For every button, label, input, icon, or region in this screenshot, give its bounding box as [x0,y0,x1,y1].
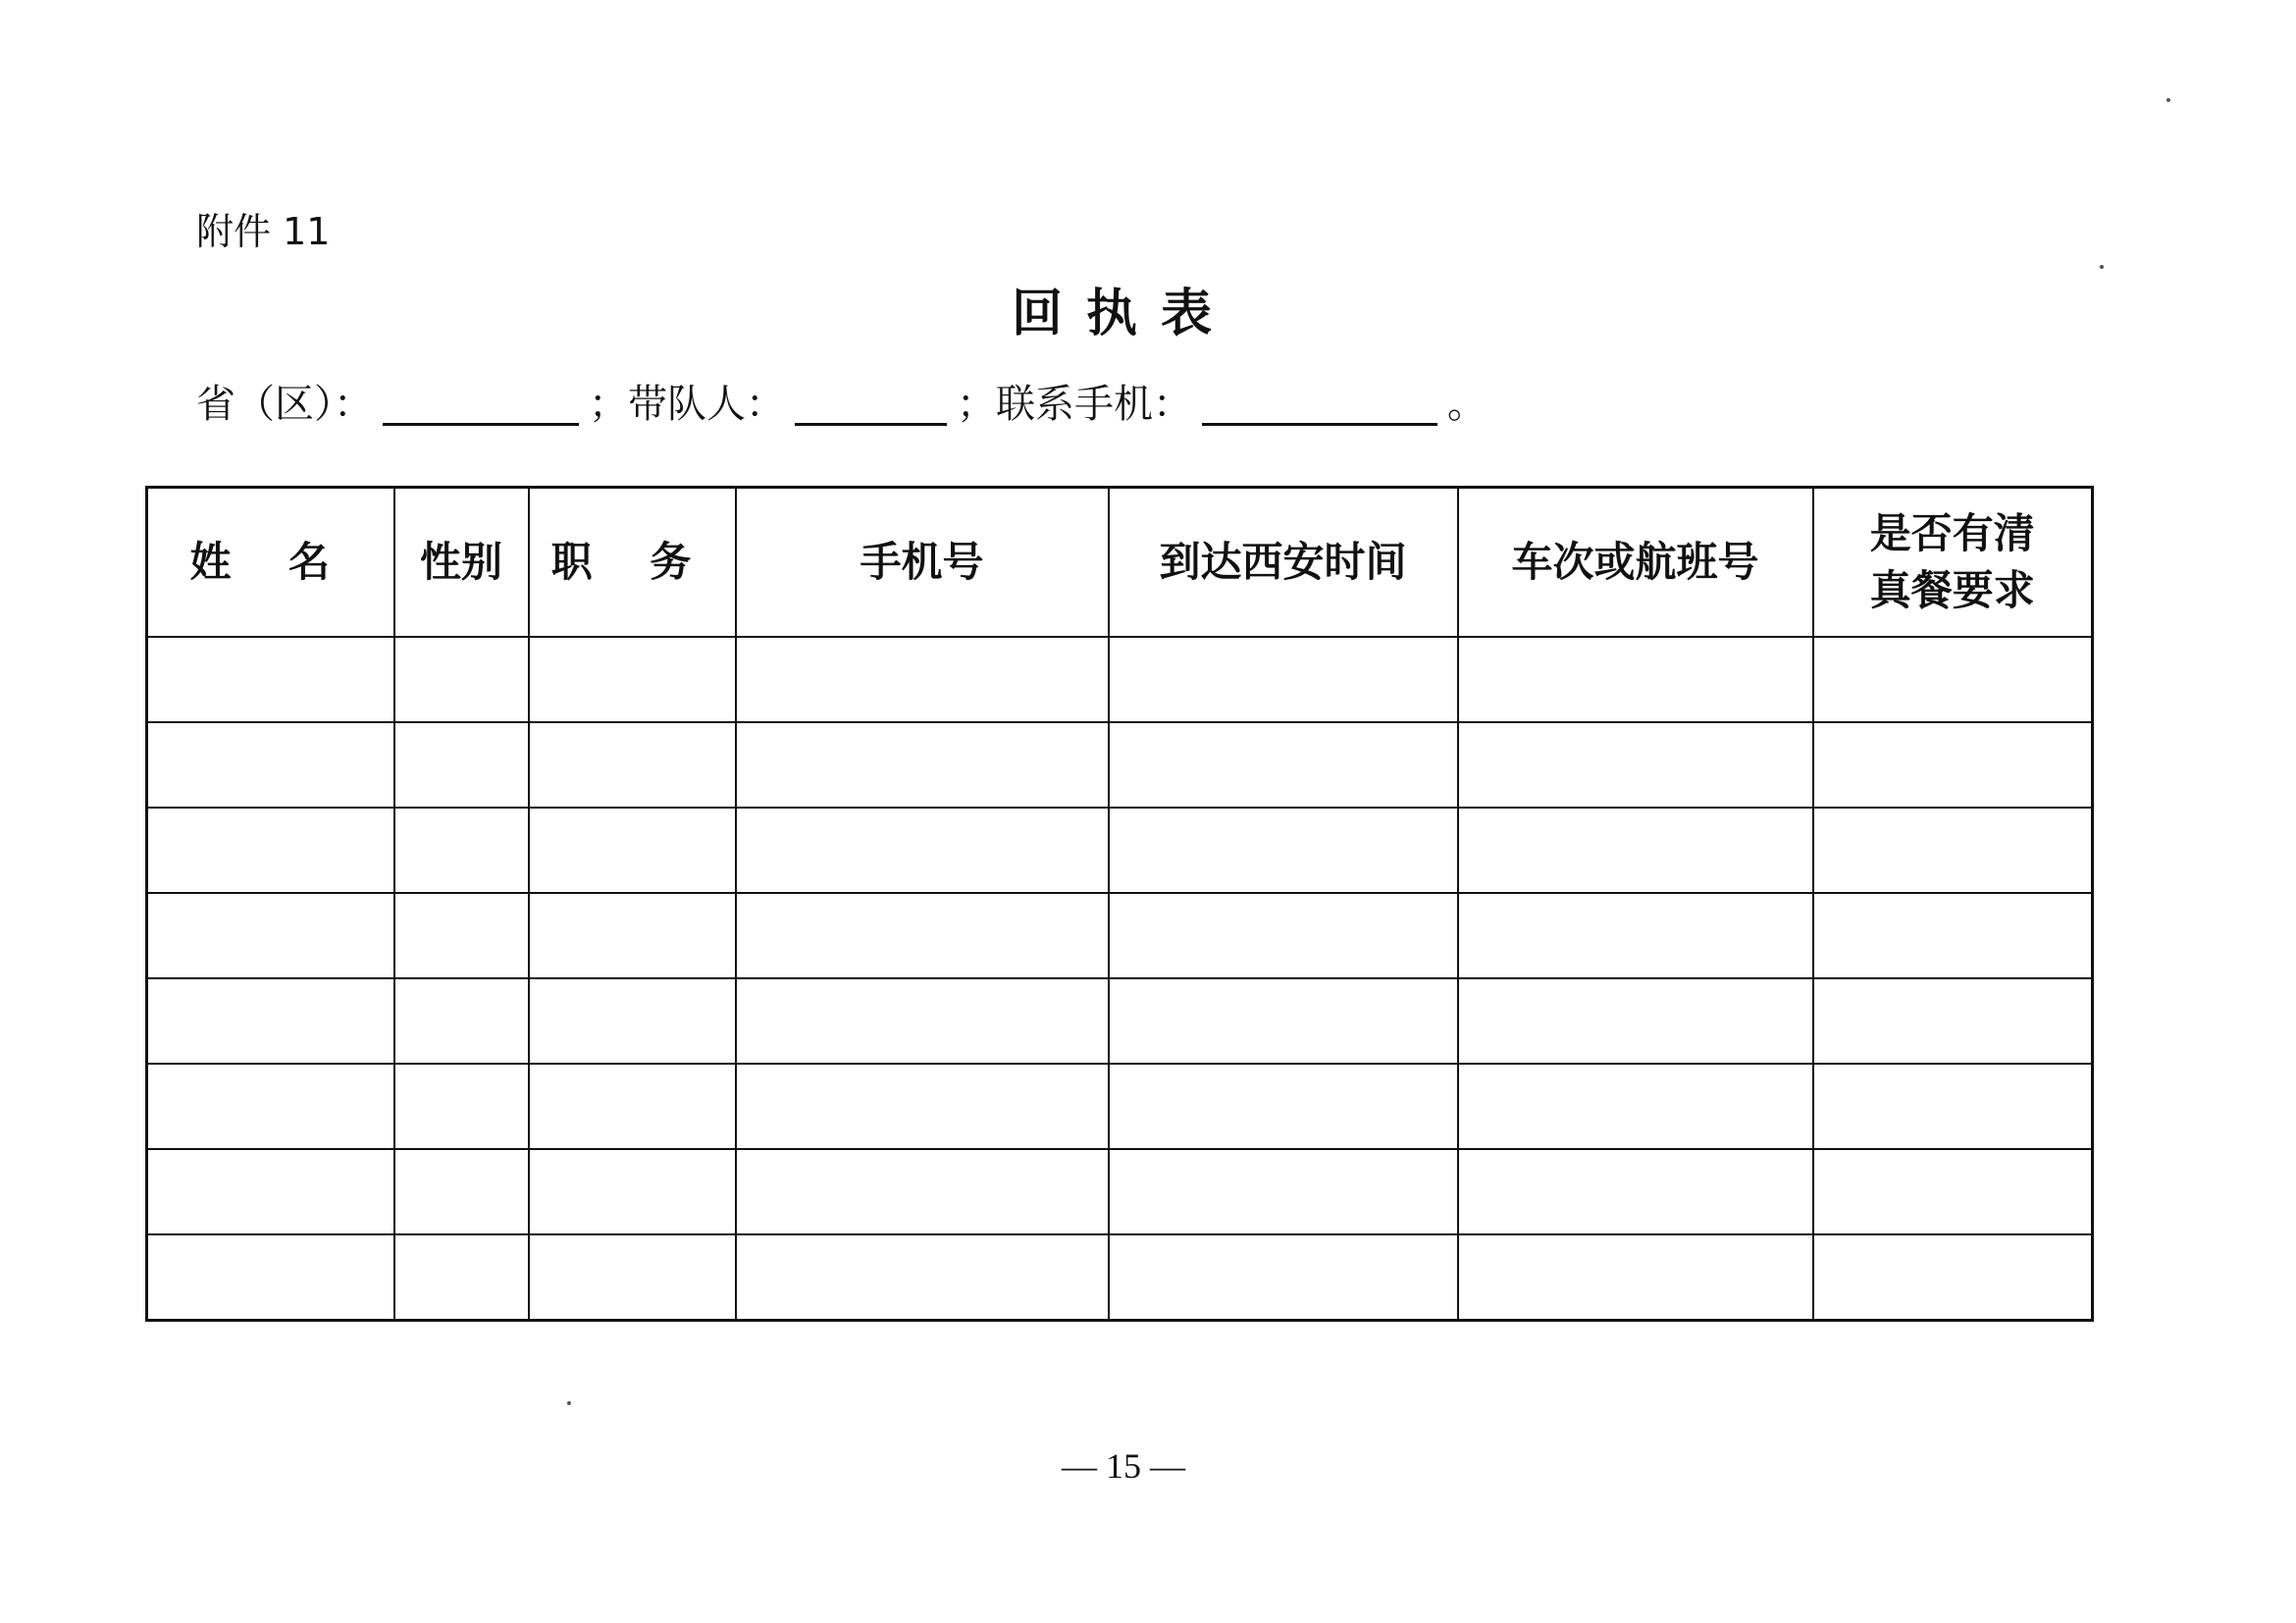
table-cell[interactable] [1813,1064,2093,1149]
page-title: 回执表 [1011,285,1235,343]
table-cell[interactable] [1109,637,1458,722]
table-cell[interactable] [1109,978,1458,1064]
table-cell[interactable] [1813,1149,2093,1234]
table-cell[interactable] [1458,893,1813,978]
table-cell[interactable] [529,637,736,722]
table-cell[interactable] [1109,1064,1458,1149]
table-cell[interactable] [1109,1149,1458,1234]
table-cell[interactable] [1813,978,2093,1064]
table-cell[interactable] [736,978,1109,1064]
table-cell[interactable] [147,808,394,893]
table-row [147,1234,2093,1321]
table-cell[interactable] [394,1064,529,1149]
table-cell[interactable] [529,722,736,808]
table-cell[interactable] [394,1234,529,1321]
table-cell[interactable] [394,637,529,722]
table-cell[interactable] [394,1149,529,1234]
table-cell[interactable] [1813,637,2093,722]
table-row [147,978,2093,1064]
table-cell[interactable] [1109,722,1458,808]
page-number: — 15 — [1062,1446,1185,1486]
header-name: 姓 名 [147,488,394,638]
attachment-label: 附件 11 [196,210,331,253]
table-row [147,1064,2093,1149]
table-cell[interactable] [394,893,529,978]
table-row [147,722,2093,808]
reply-form-table [145,486,2094,1322]
table-cell[interactable] [1813,722,2093,808]
header-train-flight: 车次或航班号 [1458,488,1813,638]
header-halal-meal: 是否有清真餐要求 [1813,488,2093,638]
header-mobile: 手机号 [736,488,1109,638]
table-cell[interactable] [529,1149,736,1234]
leader-label: 带队人： [628,382,785,427]
table-cell[interactable] [394,808,529,893]
table-cell[interactable] [736,1064,1109,1149]
table-cell[interactable] [1109,808,1458,893]
table-cell[interactable] [736,1149,1109,1234]
table-cell[interactable] [394,978,529,1064]
province-blank [383,384,579,426]
table-cell[interactable] [147,722,394,808]
table-row [147,637,2093,722]
table-row [147,893,2093,978]
table-cell[interactable] [1109,893,1458,978]
table-cell[interactable] [529,1064,736,1149]
table-row [147,808,2093,893]
header-row [147,488,2093,638]
table-cell[interactable] [147,978,394,1064]
table-cell[interactable] [529,808,736,893]
header-gender: 性别 [394,488,529,638]
table-cell[interactable] [1458,1234,1813,1321]
table-cell[interactable] [1813,1234,2093,1321]
table-cell[interactable] [736,1234,1109,1321]
table-cell[interactable] [147,637,394,722]
table-cell[interactable] [1813,893,2093,978]
table-cell[interactable] [147,1149,394,1234]
table-cell[interactable] [1458,1064,1813,1149]
table-cell[interactable] [1458,978,1813,1064]
province-label: 省（区）： [196,382,373,427]
table-cell[interactable] [736,637,1109,722]
table-cell[interactable] [736,808,1109,893]
table-cell[interactable] [529,1234,736,1321]
table-cell[interactable] [1109,1234,1458,1321]
table-cell[interactable] [1458,637,1813,722]
table-body [147,637,2093,1321]
phone-label: 联系手机： [996,382,1192,427]
table-row [147,1149,2093,1234]
scan-speck [567,1401,571,1405]
table-cell[interactable] [529,978,736,1064]
table-cell[interactable] [1813,808,2093,893]
end-mark: 。 [1447,382,1487,427]
header-position: 职 务 [529,488,736,638]
table-cell[interactable] [394,722,529,808]
table-cell[interactable] [736,722,1109,808]
scan-speck [2166,98,2170,102]
table-cell[interactable] [147,1234,394,1321]
table-cell[interactable] [147,893,394,978]
table-cell[interactable] [1458,722,1813,808]
info-line [196,377,1487,432]
header-arrival-time: 到达西安时间 [1109,488,1458,638]
scan-speck [2100,265,2104,269]
table-cell[interactable] [1458,808,1813,893]
separator-2: ； [957,382,996,427]
table-cell[interactable] [529,893,736,978]
table-cell[interactable] [736,893,1109,978]
leader-blank [795,384,947,426]
phone-blank [1202,384,1437,426]
table-cell[interactable] [1458,1149,1813,1234]
separator-1: ； [589,382,628,427]
table-cell[interactable] [147,1064,394,1149]
